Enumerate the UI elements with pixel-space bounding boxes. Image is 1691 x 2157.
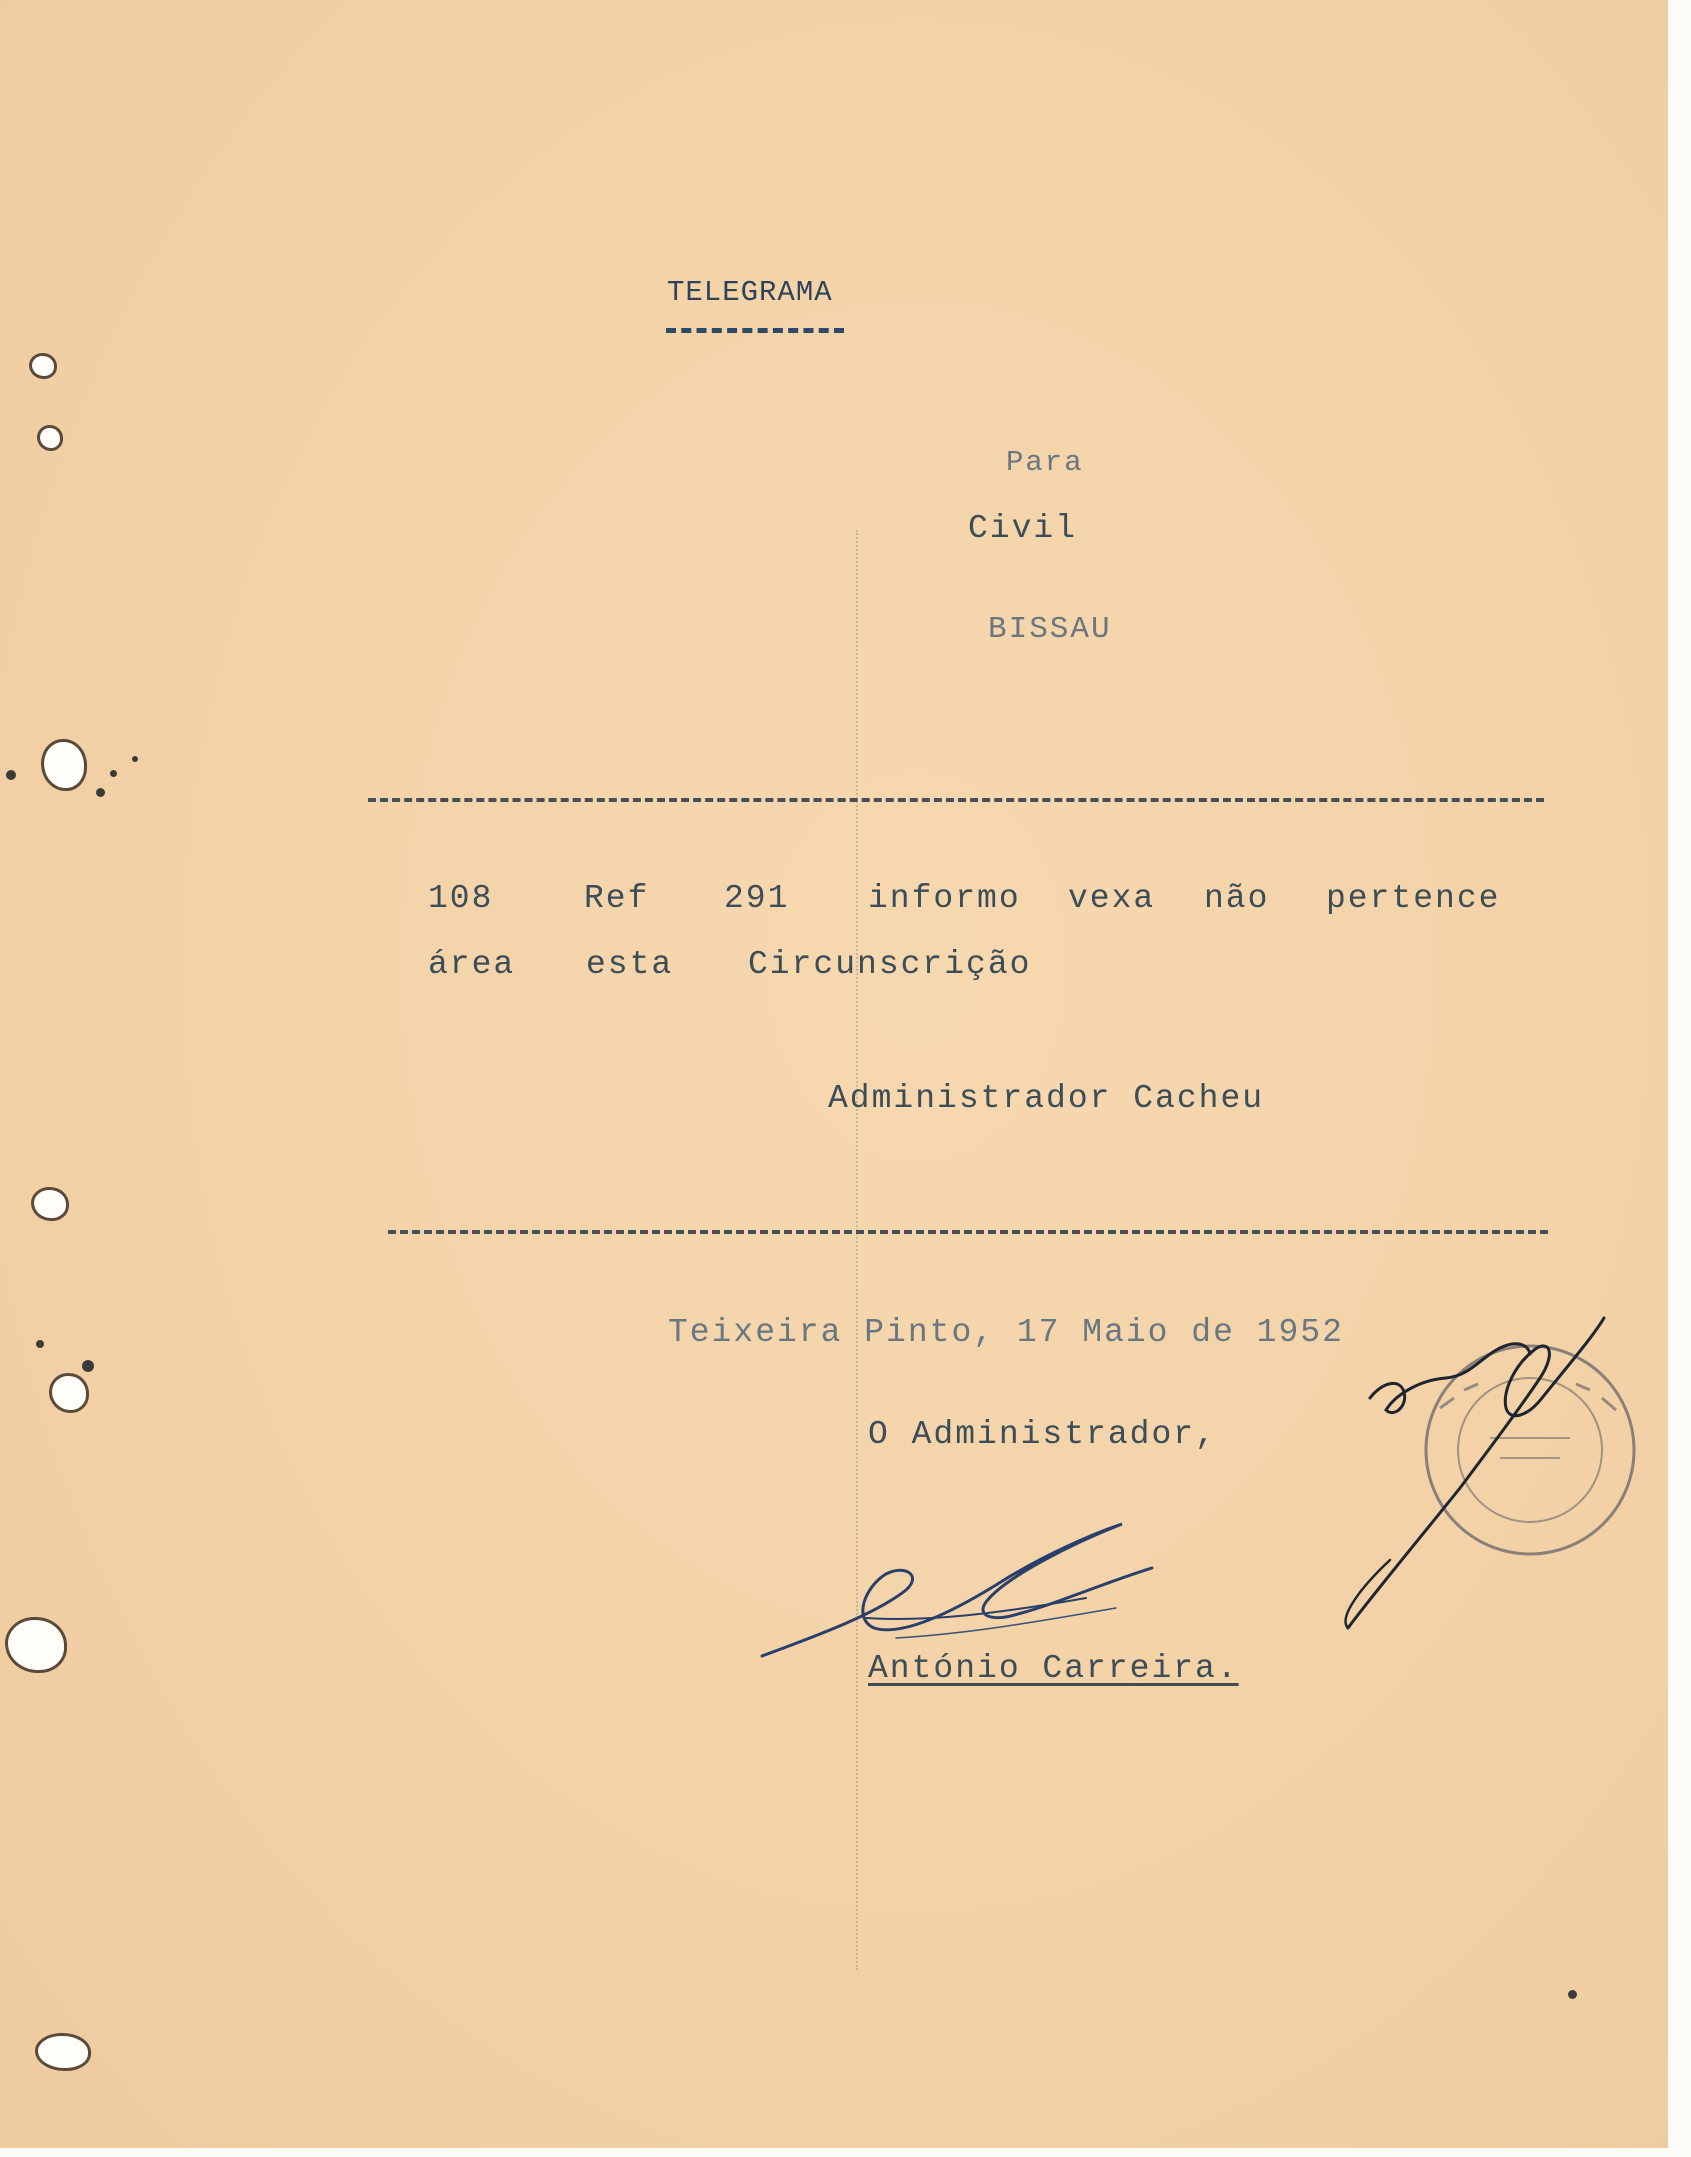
- scan-edge-right: [1668, 0, 1691, 2157]
- punch-hole: [40, 428, 60, 448]
- punch-hole: [44, 742, 84, 788]
- fold-line: [856, 530, 858, 1970]
- message-word: esta: [586, 946, 674, 983]
- scan-edge-bottom: [0, 2148, 1691, 2157]
- message-word: Circunscrição: [748, 946, 1032, 983]
- recipient-name: Civil: [968, 510, 1078, 547]
- message-sender: Administrador Cacheu: [828, 1080, 1265, 1117]
- punch-hole: [52, 1376, 86, 1410]
- speck: [82, 1360, 94, 1372]
- punch-hole: [32, 356, 54, 376]
- speck: [6, 770, 16, 780]
- closing: O Administrador,: [868, 1416, 1217, 1453]
- speck: [96, 788, 105, 797]
- speck: [132, 756, 138, 762]
- punch-hole: [38, 2036, 88, 2068]
- separator-top: [368, 798, 1544, 802]
- signatory-name: António Carreira.: [868, 1650, 1239, 1687]
- separator-bottom: [388, 1230, 1548, 1234]
- punch-hole: [8, 1620, 64, 1670]
- message-word: informo: [868, 880, 1021, 917]
- message-word: não: [1204, 880, 1270, 917]
- message-word: Ref: [584, 880, 650, 917]
- message-word: vexa: [1068, 880, 1156, 917]
- punch-hole: [34, 1190, 66, 1218]
- speck: [36, 1340, 44, 1348]
- message-word: pertence: [1326, 880, 1501, 917]
- title-underline: [666, 328, 844, 333]
- message-word: 291: [724, 880, 790, 917]
- speck: [1568, 1990, 1577, 1999]
- recipient-city: BISSAU: [988, 612, 1112, 647]
- place-date: Teixeira Pinto, 17 Maio de 1952: [668, 1314, 1344, 1351]
- recipient-label: Para: [1006, 446, 1084, 479]
- message-word: área: [428, 946, 516, 983]
- official-stamp: [1330, 1298, 1650, 1638]
- message-word: 108: [428, 880, 494, 917]
- speck: [110, 770, 117, 777]
- document-title: TELEGRAMA: [667, 276, 833, 309]
